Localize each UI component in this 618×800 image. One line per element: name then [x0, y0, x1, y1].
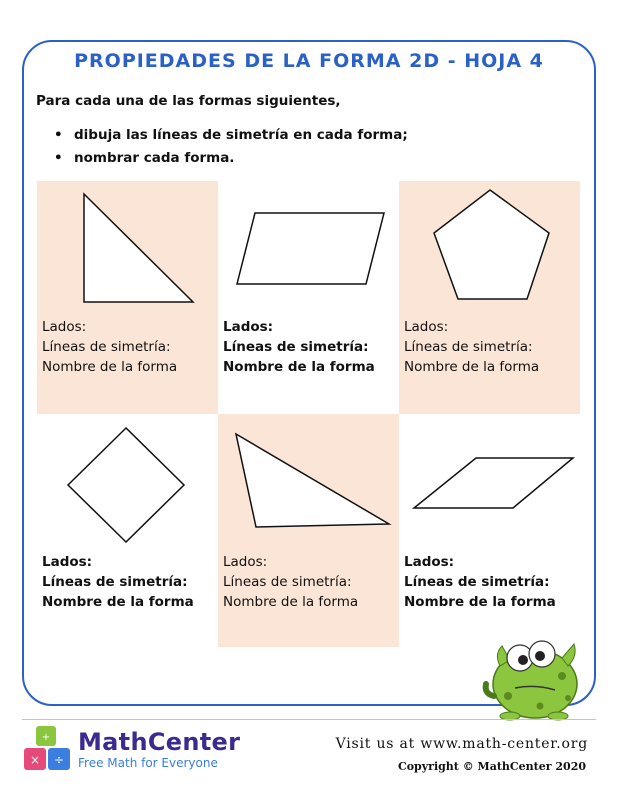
shape-name-label: Nombre de la forma — [404, 594, 556, 610]
sides-label: Lados: — [223, 319, 274, 335]
symmetry-label: Líneas de simetría: — [42, 339, 171, 355]
sides-label: Lados: — [223, 554, 268, 570]
instruction-item: • dibuja las líneas de simetría en cada forma; — [54, 127, 408, 150]
shape-labels — [223, 552, 358, 612]
instruction-list — [54, 127, 408, 173]
page-title: PROPIEDADES DE LA FORMA 2D - HOJA 4 — [74, 50, 544, 72]
shape-labels — [42, 317, 177, 377]
footer-divider — [22, 719, 596, 720]
right-triangle-shape — [37, 181, 218, 414]
symmetry-label: Líneas de simetría: — [404, 339, 533, 355]
shape-labels — [42, 552, 194, 612]
rotated-square-shape — [37, 414, 218, 647]
sides-label: Lados: — [42, 319, 87, 335]
shape-name-label: Nombre de la forma — [223, 594, 359, 610]
svg-text:+: + — [41, 732, 51, 743]
shape-name-label: Nombre de la forma — [404, 359, 540, 375]
copyright-text: Copyright © MathCenter 2020 — [397, 760, 586, 773]
brand-name: MathCenter — [78, 728, 241, 756]
rhombus-shape — [399, 414, 580, 647]
svg-text:÷: ÷ — [53, 753, 65, 767]
website-link[interactable]: Visit us at www.math-center.org — [335, 736, 588, 752]
sides-label: Lados: — [42, 554, 93, 570]
shape-name-label: Nombre de la forma — [223, 359, 375, 375]
symmetry-label: Líneas de simetría: — [42, 574, 188, 590]
symmetry-label: Líneas de simetría: — [223, 574, 352, 590]
shape-labels — [223, 317, 375, 377]
shape-labels — [404, 317, 539, 377]
instruction-item: • nombrar cada forma. — [54, 150, 408, 173]
symmetry-label: Líneas de simetría: — [223, 339, 369, 355]
sides-label: Lados: — [404, 554, 455, 570]
dice-logo-icon — [22, 724, 72, 776]
brand-tagline: Free Math for Everyone — [78, 756, 218, 770]
shape-cell-3 — [399, 181, 580, 414]
symmetry-label: Líneas de simetría: — [404, 574, 550, 590]
shape-labels — [404, 552, 556, 612]
pentagon-shape — [399, 181, 580, 414]
shape-cell-4 — [37, 414, 218, 647]
shape-cell-1 — [37, 181, 218, 414]
shape-name-label: Nombre de la forma — [42, 594, 194, 610]
shape-cell-2 — [218, 181, 399, 414]
shape-name-label: Nombre de la forma — [42, 359, 178, 375]
parallelogram-shape — [218, 181, 399, 414]
svg-text:×: × — [29, 753, 41, 767]
shape-cell-6 — [399, 414, 580, 647]
sides-label: Lados: — [404, 319, 449, 335]
instructions: Para cada una de las formas siguientes, — [36, 93, 341, 109]
shape-cell-5 — [218, 414, 399, 647]
green-monster-mascot-icon — [480, 626, 590, 721]
obtuse-triangle-shape — [218, 414, 399, 647]
